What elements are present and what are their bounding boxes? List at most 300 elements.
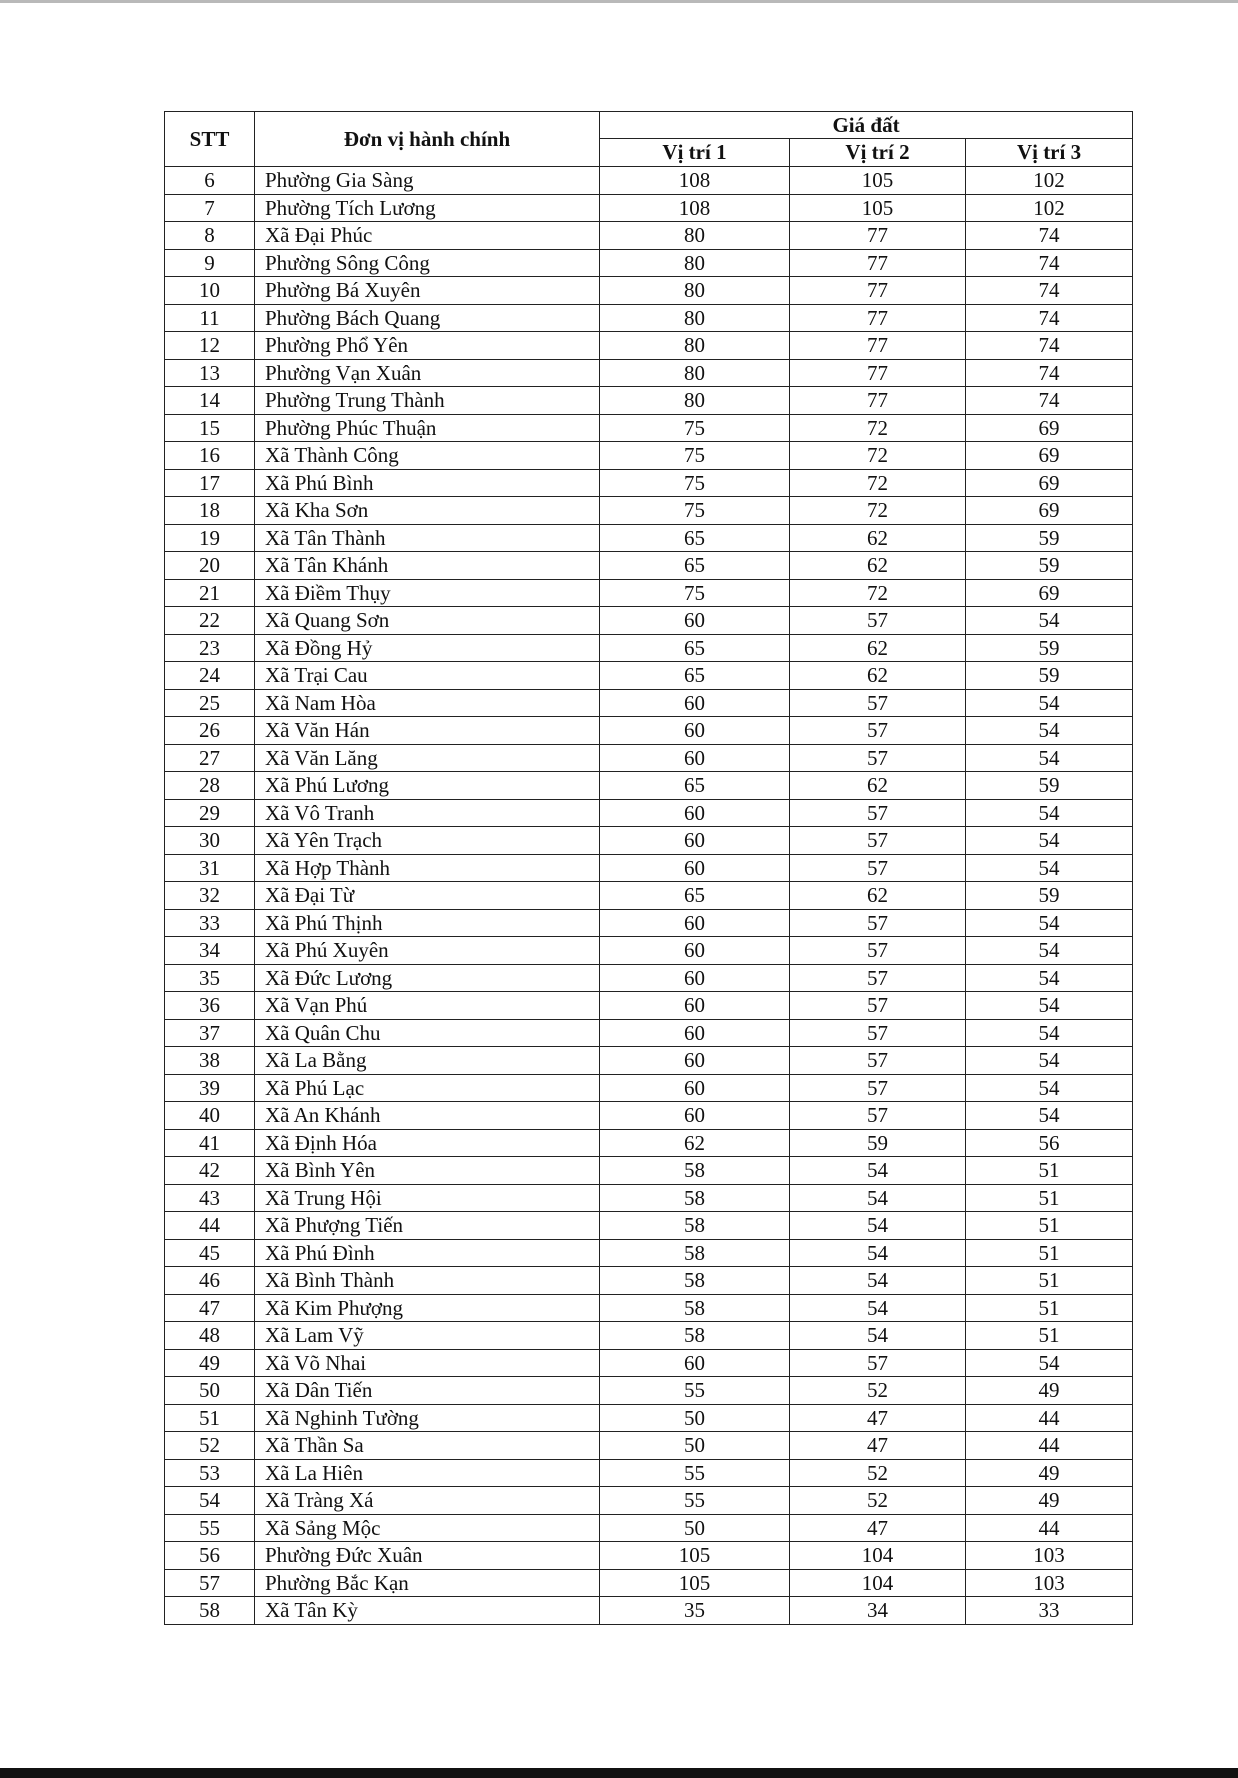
- row-price-position-2: 77: [790, 304, 966, 332]
- row-price-position-1: 65: [600, 524, 790, 552]
- row-admin-unit: Xã Sảng Mộc: [255, 1514, 600, 1542]
- row-price-position-1: 60: [600, 1102, 790, 1130]
- row-price-position-2: 105: [790, 194, 966, 222]
- table-row: [165, 1514, 1133, 1542]
- row-price-position-1: 75: [600, 497, 790, 525]
- row-admin-unit: Phường Bá Xuyên: [255, 277, 600, 305]
- row-price-position-2: 57: [790, 1019, 966, 1047]
- row-stt: 7: [165, 194, 255, 222]
- row-price-position-3: 69: [966, 414, 1133, 442]
- row-admin-unit: Phường Vạn Xuân: [255, 359, 600, 387]
- row-price-position-1: 60: [600, 937, 790, 965]
- row-price-position-3: 74: [966, 304, 1133, 332]
- row-admin-unit: Xã Phú Thịnh: [255, 909, 600, 937]
- row-admin-unit: Xã Phú Xuyên: [255, 937, 600, 965]
- row-price-position-3: 69: [966, 469, 1133, 497]
- row-price-position-1: 60: [600, 1047, 790, 1075]
- row-price-position-1: 60: [600, 964, 790, 992]
- row-price-position-2: 52: [790, 1377, 966, 1405]
- table-row: [165, 167, 1133, 195]
- row-admin-unit: Xã Quân Chu: [255, 1019, 600, 1047]
- row-price-position-2: 54: [790, 1294, 966, 1322]
- row-admin-unit: Xã Tân Thành: [255, 524, 600, 552]
- row-price-position-3: 54: [966, 1047, 1133, 1075]
- row-admin-unit: Xã Đức Lương: [255, 964, 600, 992]
- row-price-position-3: 54: [966, 992, 1133, 1020]
- table-row: [165, 194, 1133, 222]
- table-row: [165, 304, 1133, 332]
- scan-bottom-edge: [0, 1768, 1238, 1778]
- header-admin-unit: Đơn vị hành chính: [255, 112, 600, 167]
- row-admin-unit: Phường Bách Quang: [255, 304, 600, 332]
- row-admin-unit: Xã An Khánh: [255, 1102, 600, 1130]
- row-price-position-2: 104: [790, 1542, 966, 1570]
- row-stt: 9: [165, 249, 255, 277]
- row-price-position-3: 54: [966, 717, 1133, 745]
- row-stt: 56: [165, 1542, 255, 1570]
- table-row: [165, 1459, 1133, 1487]
- table-row: [165, 1102, 1133, 1130]
- row-price-position-1: 75: [600, 442, 790, 470]
- row-price-position-2: 62: [790, 524, 966, 552]
- row-admin-unit: Phường Gia Sàng: [255, 167, 600, 195]
- row-price-position-3: 54: [966, 1102, 1133, 1130]
- row-stt: 53: [165, 1459, 255, 1487]
- row-price-position-1: 55: [600, 1377, 790, 1405]
- row-price-position-2: 104: [790, 1569, 966, 1597]
- row-price-position-2: 77: [790, 387, 966, 415]
- row-stt: 25: [165, 689, 255, 717]
- row-price-position-2: 72: [790, 442, 966, 470]
- row-price-position-2: 57: [790, 689, 966, 717]
- row-admin-unit: Xã Dân Tiến: [255, 1377, 600, 1405]
- row-price-position-3: 54: [966, 964, 1133, 992]
- row-stt: 15: [165, 414, 255, 442]
- row-price-position-2: 72: [790, 579, 966, 607]
- row-price-position-2: 34: [790, 1597, 966, 1625]
- row-price-position-1: 60: [600, 799, 790, 827]
- row-admin-unit: Xã Nghinh Tường: [255, 1404, 600, 1432]
- row-admin-unit: Xã La Bằng: [255, 1047, 600, 1075]
- row-admin-unit: Xã Phú Bình: [255, 469, 600, 497]
- row-stt: 11: [165, 304, 255, 332]
- row-price-position-1: 65: [600, 772, 790, 800]
- row-price-position-2: 77: [790, 249, 966, 277]
- table-row: [165, 497, 1133, 525]
- row-price-position-3: 59: [966, 552, 1133, 580]
- row-admin-unit: Xã Tân Khánh: [255, 552, 600, 580]
- row-price-position-1: 58: [600, 1184, 790, 1212]
- row-price-position-2: 105: [790, 167, 966, 195]
- row-admin-unit: Xã Bình Yên: [255, 1157, 600, 1185]
- row-admin-unit: Xã Kha Sơn: [255, 497, 600, 525]
- row-admin-unit: Xã Bình Thành: [255, 1267, 600, 1295]
- row-stt: 39: [165, 1074, 255, 1102]
- row-admin-unit: Phường Phúc Thuận: [255, 414, 600, 442]
- row-stt: 47: [165, 1294, 255, 1322]
- row-admin-unit: Xã Phú Đình: [255, 1239, 600, 1267]
- row-admin-unit: Xã Lam Vỹ: [255, 1322, 600, 1350]
- row-price-position-3: 69: [966, 579, 1133, 607]
- header-stt: STT: [165, 112, 255, 167]
- row-admin-unit: Xã Võ Nhai: [255, 1349, 600, 1377]
- row-price-position-2: 54: [790, 1239, 966, 1267]
- table-row: [165, 1349, 1133, 1377]
- table-row: [165, 1212, 1133, 1240]
- row-price-position-2: 57: [790, 854, 966, 882]
- row-admin-unit: Xã Hợp Thành: [255, 854, 600, 882]
- row-price-position-1: 50: [600, 1432, 790, 1460]
- row-admin-unit: Xã Trại Cau: [255, 662, 600, 690]
- row-stt: 16: [165, 442, 255, 470]
- row-price-position-2: 47: [790, 1404, 966, 1432]
- row-price-position-2: 57: [790, 799, 966, 827]
- row-price-position-3: 54: [966, 827, 1133, 855]
- row-stt: 26: [165, 717, 255, 745]
- table-row: [165, 222, 1133, 250]
- row-stt: 29: [165, 799, 255, 827]
- row-price-position-1: 105: [600, 1542, 790, 1570]
- row-price-position-3: 69: [966, 442, 1133, 470]
- row-stt: 54: [165, 1487, 255, 1515]
- row-price-position-2: 62: [790, 882, 966, 910]
- row-price-position-2: 47: [790, 1432, 966, 1460]
- row-price-position-3: 74: [966, 249, 1133, 277]
- row-price-position-2: 77: [790, 277, 966, 305]
- table-row: [165, 332, 1133, 360]
- row-price-position-2: 77: [790, 222, 966, 250]
- row-price-position-1: 75: [600, 579, 790, 607]
- row-admin-unit: Xã Phú Lương: [255, 772, 600, 800]
- row-admin-unit: Phường Bắc Kạn: [255, 1569, 600, 1597]
- table-row: [165, 1047, 1133, 1075]
- row-admin-unit: Xã Yên Trạch: [255, 827, 600, 855]
- row-price-position-1: 50: [600, 1514, 790, 1542]
- row-price-position-3: 51: [966, 1267, 1133, 1295]
- row-price-position-3: 54: [966, 909, 1133, 937]
- table-row: [165, 1569, 1133, 1597]
- row-admin-unit: Xã Trung Hội: [255, 1184, 600, 1212]
- row-price-position-3: 102: [966, 194, 1133, 222]
- row-price-position-1: 60: [600, 744, 790, 772]
- table-row: [165, 1294, 1133, 1322]
- row-stt: 33: [165, 909, 255, 937]
- row-price-position-1: 105: [600, 1569, 790, 1597]
- row-stt: 6: [165, 167, 255, 195]
- row-price-position-2: 57: [790, 744, 966, 772]
- row-admin-unit: Xã La Hiên: [255, 1459, 600, 1487]
- row-stt: 14: [165, 387, 255, 415]
- table-row: [165, 359, 1133, 387]
- row-price-position-1: 65: [600, 662, 790, 690]
- row-price-position-2: 54: [790, 1212, 966, 1240]
- row-price-position-2: 72: [790, 469, 966, 497]
- row-admin-unit: Xã Quang Sơn: [255, 607, 600, 635]
- row-stt: 44: [165, 1212, 255, 1240]
- table-row: [165, 1432, 1133, 1460]
- table-row: [165, 1487, 1133, 1515]
- header-land-price: Giá đất: [600, 112, 1133, 139]
- table-row: [165, 964, 1133, 992]
- row-price-position-2: 72: [790, 497, 966, 525]
- row-stt: 23: [165, 634, 255, 662]
- row-admin-unit: Phường Đức Xuân: [255, 1542, 600, 1570]
- table-row: [165, 1404, 1133, 1432]
- row-stt: 45: [165, 1239, 255, 1267]
- row-stt: 36: [165, 992, 255, 1020]
- row-price-position-3: 44: [966, 1432, 1133, 1460]
- row-price-position-3: 51: [966, 1212, 1133, 1240]
- row-stt: 12: [165, 332, 255, 360]
- row-price-position-2: 62: [790, 634, 966, 662]
- row-price-position-3: 54: [966, 854, 1133, 882]
- row-admin-unit: Phường Tích Lương: [255, 194, 600, 222]
- row-admin-unit: Xã Thành Công: [255, 442, 600, 470]
- row-price-position-2: 72: [790, 414, 966, 442]
- row-stt: 22: [165, 607, 255, 635]
- row-price-position-1: 60: [600, 992, 790, 1020]
- row-price-position-2: 52: [790, 1459, 966, 1487]
- row-price-position-3: 59: [966, 882, 1133, 910]
- row-price-position-1: 108: [600, 194, 790, 222]
- row-stt: 24: [165, 662, 255, 690]
- row-price-position-3: 44: [966, 1404, 1133, 1432]
- header-position-3: Vị trí 3: [966, 139, 1133, 167]
- table-row: [165, 909, 1133, 937]
- row-price-position-2: 57: [790, 937, 966, 965]
- row-price-position-2: 57: [790, 1047, 966, 1075]
- row-stt: 46: [165, 1267, 255, 1295]
- row-price-position-2: 54: [790, 1322, 966, 1350]
- row-price-position-1: 58: [600, 1239, 790, 1267]
- row-admin-unit: Xã Điềm Thụy: [255, 579, 600, 607]
- row-stt: 8: [165, 222, 255, 250]
- row-price-position-1: 58: [600, 1294, 790, 1322]
- row-price-position-2: 57: [790, 717, 966, 745]
- row-stt: 50: [165, 1377, 255, 1405]
- table-row: [165, 799, 1133, 827]
- table-row: [165, 607, 1133, 635]
- row-price-position-1: 80: [600, 387, 790, 415]
- table-row: [165, 937, 1133, 965]
- row-price-position-3: 44: [966, 1514, 1133, 1542]
- table-row: [165, 689, 1133, 717]
- row-price-position-1: 60: [600, 717, 790, 745]
- row-price-position-2: 57: [790, 909, 966, 937]
- row-price-position-3: 69: [966, 497, 1133, 525]
- table-row: [165, 1597, 1133, 1625]
- row-price-position-2: 62: [790, 552, 966, 580]
- table-row: [165, 1267, 1133, 1295]
- row-price-position-3: 74: [966, 387, 1133, 415]
- row-stt: 43: [165, 1184, 255, 1212]
- row-stt: 41: [165, 1129, 255, 1157]
- table-row: [165, 1184, 1133, 1212]
- row-price-position-3: 54: [966, 799, 1133, 827]
- table-row: [165, 1322, 1133, 1350]
- row-stt: 30: [165, 827, 255, 855]
- table-row: [165, 992, 1133, 1020]
- table-row: [165, 552, 1133, 580]
- row-price-position-1: 80: [600, 249, 790, 277]
- row-price-position-3: 74: [966, 222, 1133, 250]
- row-price-position-1: 80: [600, 277, 790, 305]
- row-admin-unit: Xã Vạn Phú: [255, 992, 600, 1020]
- row-price-position-3: 102: [966, 167, 1133, 195]
- row-price-position-3: 54: [966, 937, 1133, 965]
- row-price-position-1: 80: [600, 359, 790, 387]
- row-price-position-2: 57: [790, 607, 966, 635]
- row-price-position-1: 58: [600, 1322, 790, 1350]
- row-price-position-1: 58: [600, 1212, 790, 1240]
- row-price-position-1: 62: [600, 1129, 790, 1157]
- table-row: [165, 277, 1133, 305]
- row-price-position-3: 74: [966, 359, 1133, 387]
- row-price-position-1: 58: [600, 1267, 790, 1295]
- row-price-position-3: 54: [966, 1074, 1133, 1102]
- row-admin-unit: Xã Nam Hòa: [255, 689, 600, 717]
- table-row: [165, 414, 1133, 442]
- row-price-position-1: 80: [600, 304, 790, 332]
- row-stt: 31: [165, 854, 255, 882]
- row-price-position-3: 103: [966, 1542, 1133, 1570]
- row-price-position-2: 52: [790, 1487, 966, 1515]
- row-price-position-1: 65: [600, 552, 790, 580]
- row-admin-unit: Xã Văn Hán: [255, 717, 600, 745]
- row-price-position-3: 74: [966, 332, 1133, 360]
- row-price-position-3: 51: [966, 1294, 1133, 1322]
- row-price-position-2: 77: [790, 332, 966, 360]
- row-admin-unit: Xã Tân Kỳ: [255, 1597, 600, 1625]
- row-price-position-2: 54: [790, 1267, 966, 1295]
- row-stt: 27: [165, 744, 255, 772]
- row-stt: 32: [165, 882, 255, 910]
- row-price-position-1: 80: [600, 332, 790, 360]
- row-admin-unit: Xã Đại Phúc: [255, 222, 600, 250]
- row-price-position-1: 60: [600, 1349, 790, 1377]
- row-stt: 40: [165, 1102, 255, 1130]
- row-price-position-2: 57: [790, 1102, 966, 1130]
- row-stt: 51: [165, 1404, 255, 1432]
- row-price-position-1: 35: [600, 1597, 790, 1625]
- table-row: [165, 249, 1133, 277]
- row-stt: 28: [165, 772, 255, 800]
- row-stt: 55: [165, 1514, 255, 1542]
- table-row: [165, 1239, 1133, 1267]
- table-row: [165, 579, 1133, 607]
- row-price-position-2: 47: [790, 1514, 966, 1542]
- row-stt: 37: [165, 1019, 255, 1047]
- row-price-position-1: 60: [600, 689, 790, 717]
- row-stt: 20: [165, 552, 255, 580]
- row-price-position-2: 62: [790, 772, 966, 800]
- table-row: [165, 717, 1133, 745]
- table-row: [165, 634, 1133, 662]
- row-stt: 17: [165, 469, 255, 497]
- row-price-position-2: 57: [790, 964, 966, 992]
- row-stt: 34: [165, 937, 255, 965]
- table-row: [165, 1157, 1133, 1185]
- row-price-position-2: 62: [790, 662, 966, 690]
- row-price-position-3: 51: [966, 1157, 1133, 1185]
- table-row: [165, 662, 1133, 690]
- row-stt: 13: [165, 359, 255, 387]
- row-stt: 21: [165, 579, 255, 607]
- row-admin-unit: Xã Đại Từ: [255, 882, 600, 910]
- row-admin-unit: Phường Sông Công: [255, 249, 600, 277]
- row-price-position-3: 51: [966, 1322, 1133, 1350]
- row-stt: 18: [165, 497, 255, 525]
- row-price-position-2: 57: [790, 1074, 966, 1102]
- row-price-position-3: 54: [966, 1019, 1133, 1047]
- row-price-position-3: 54: [966, 607, 1133, 635]
- row-price-position-3: 54: [966, 744, 1133, 772]
- row-admin-unit: Xã Văn Lăng: [255, 744, 600, 772]
- row-stt: 57: [165, 1569, 255, 1597]
- row-admin-unit: Xã Phượng Tiến: [255, 1212, 600, 1240]
- row-price-position-1: 58: [600, 1157, 790, 1185]
- land-price-table: [164, 111, 1133, 1625]
- row-price-position-3: 74: [966, 277, 1133, 305]
- row-price-position-1: 65: [600, 634, 790, 662]
- table-header: [165, 112, 1133, 167]
- row-price-position-2: 57: [790, 992, 966, 1020]
- row-stt: 38: [165, 1047, 255, 1075]
- table-row: [165, 1074, 1133, 1102]
- row-price-position-3: 33: [966, 1597, 1133, 1625]
- row-price-position-1: 60: [600, 827, 790, 855]
- table-row: [165, 469, 1133, 497]
- table-body: [165, 167, 1133, 1625]
- row-price-position-1: 75: [600, 469, 790, 497]
- table-row: [165, 1129, 1133, 1157]
- row-price-position-3: 59: [966, 524, 1133, 552]
- row-price-position-3: 59: [966, 634, 1133, 662]
- row-price-position-1: 80: [600, 222, 790, 250]
- row-price-position-1: 60: [600, 854, 790, 882]
- row-price-position-2: 54: [790, 1184, 966, 1212]
- row-stt: 49: [165, 1349, 255, 1377]
- row-admin-unit: Xã Tràng Xá: [255, 1487, 600, 1515]
- table-row: [165, 1019, 1133, 1047]
- row-price-position-2: 57: [790, 827, 966, 855]
- row-admin-unit: Xã Kim Phượng: [255, 1294, 600, 1322]
- row-price-position-3: 51: [966, 1184, 1133, 1212]
- row-price-position-3: 51: [966, 1239, 1133, 1267]
- scan-top-edge: [0, 0, 1238, 3]
- row-price-position-2: 54: [790, 1157, 966, 1185]
- row-price-position-3: 103: [966, 1569, 1133, 1597]
- row-price-position-1: 60: [600, 607, 790, 635]
- row-price-position-1: 50: [600, 1404, 790, 1432]
- table-row: [165, 854, 1133, 882]
- row-stt: 48: [165, 1322, 255, 1350]
- row-price-position-3: 49: [966, 1377, 1133, 1405]
- row-price-position-3: 59: [966, 772, 1133, 800]
- row-stt: 35: [165, 964, 255, 992]
- row-price-position-3: 54: [966, 689, 1133, 717]
- table-row: [165, 772, 1133, 800]
- row-price-position-1: 108: [600, 167, 790, 195]
- row-stt: 58: [165, 1597, 255, 1625]
- row-admin-unit: Phường Trung Thành: [255, 387, 600, 415]
- table-row: [165, 1377, 1133, 1405]
- row-admin-unit: Xã Đồng Hỷ: [255, 634, 600, 662]
- row-price-position-1: 60: [600, 909, 790, 937]
- row-price-position-3: 56: [966, 1129, 1133, 1157]
- row-admin-unit: Xã Thần Sa: [255, 1432, 600, 1460]
- table-row: [165, 1542, 1133, 1570]
